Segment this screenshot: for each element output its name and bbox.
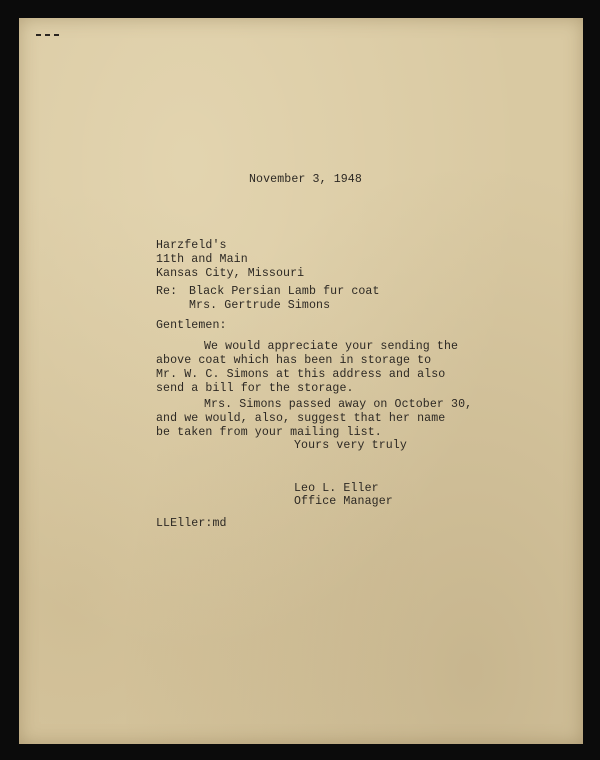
recipient-street: 11th and Main	[156, 253, 248, 266]
subject-line-1: Black Persian Lamb fur coat	[189, 285, 380, 298]
paragraph-2-line: Mrs. Simons passed away on October 30,	[204, 398, 473, 411]
letter-date: November 3, 1948	[249, 173, 362, 186]
paragraph-2-line: and we would, also, suggest that her name	[156, 412, 446, 425]
closing: Yours very truly	[294, 439, 407, 452]
paragraph-1-line: We would appreciate your sending the	[204, 340, 459, 353]
paragraph-1-line: send a bill for the storage.	[156, 382, 354, 395]
recipient-name: Harzfeld's	[156, 239, 227, 252]
corner-mark	[36, 34, 62, 36]
subject-line-2: Mrs. Gertrude Simons	[189, 299, 331, 312]
salutation: Gentlemen:	[156, 319, 227, 332]
paragraph-2-line: be taken from your mailing list.	[156, 426, 382, 439]
paragraph-1-line: above coat which has been in storage to	[156, 354, 432, 367]
signatory-name: Leo L. Eller	[294, 482, 379, 495]
reference-initials: LLEller:md	[156, 517, 227, 530]
subject-label: Re:	[156, 285, 178, 298]
paragraph-1-line: Mr. W. C. Simons at this address and also	[156, 368, 446, 381]
signatory-title: Office Manager	[294, 495, 393, 508]
recipient-city: Kansas City, Missouri	[156, 267, 305, 280]
